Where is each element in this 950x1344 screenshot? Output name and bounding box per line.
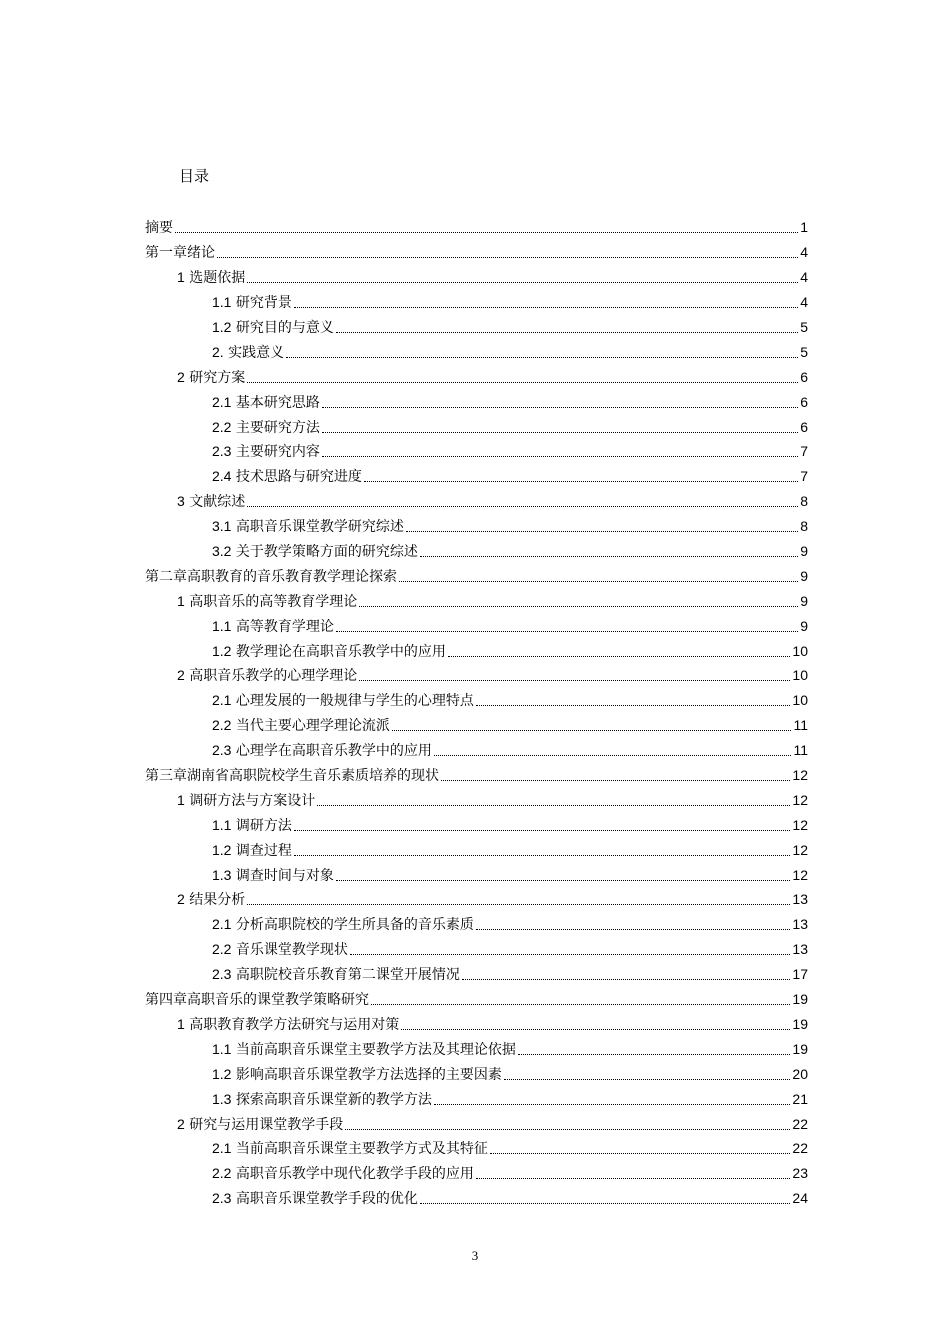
- toc-entry-label: [212, 1163, 474, 1183]
- toc-entry-text: 调研方法: [235, 817, 292, 834]
- toc-entry-page: 5: [800, 343, 808, 360]
- dot-leader: [322, 406, 798, 408]
- toc-entry-label: [177, 790, 315, 810]
- toc-entry-page: 13: [792, 941, 808, 958]
- toc-entry-number: 1.1: [212, 816, 232, 833]
- toc-entry-label: [212, 840, 292, 860]
- toc-entry-page: 11: [793, 742, 808, 759]
- toc-entry-text: 分析高职院校的学生所具备的音乐素质: [235, 917, 474, 934]
- toc-entry-number: 2.2: [212, 717, 232, 734]
- dot-leader: [401, 1028, 790, 1030]
- toc-entry-label: [212, 417, 320, 437]
- dot-leader: [286, 356, 798, 358]
- toc-entry-page: 9: [800, 543, 808, 560]
- toc-entry-text: 高职音乐教学的心理学理论: [189, 668, 358, 685]
- toc-entry-label: [212, 1039, 516, 1059]
- toc-entry-page: 5: [800, 319, 808, 335]
- toc-entry-label: [212, 541, 418, 561]
- toc-entry[interactable]: [145, 1061, 808, 1086]
- toc-entry[interactable]: [145, 987, 808, 1012]
- dot-leader: [247, 381, 798, 383]
- toc-entry-text: 基本研究思路: [235, 394, 320, 411]
- toc-entry-page: 21: [792, 1090, 808, 1107]
- toc-entry[interactable]: [145, 539, 808, 564]
- toc-entry-page: 12: [792, 791, 808, 808]
- dot-leader: [317, 804, 790, 806]
- toc-entry[interactable]: [145, 713, 808, 738]
- dot-leader: [434, 754, 792, 756]
- toc-entry[interactable]: [145, 489, 808, 514]
- toc-entry-text: 心理学在高职音乐教学中的应用: [235, 743, 432, 760]
- toc-entry-label: [212, 616, 334, 636]
- toc-entry-number: 1.1: [212, 1040, 232, 1057]
- toc-entry-label: [145, 217, 173, 237]
- toc-entry-label: [177, 367, 245, 387]
- dot-leader: [476, 1177, 791, 1179]
- dot-leader: [350, 953, 791, 955]
- toc-entry[interactable]: [145, 588, 808, 613]
- toc-entry[interactable]: [145, 290, 808, 315]
- toc-entry-label: [145, 765, 439, 785]
- toc-entry-page: 20: [792, 1065, 808, 1082]
- toc-entry-label: [212, 914, 474, 934]
- table-of-contents: [145, 215, 808, 1211]
- toc-entry-label: [212, 740, 432, 760]
- dot-leader: [490, 1152, 791, 1154]
- toc-entry-text: 探索高职音乐课堂新的教学方法: [235, 1091, 432, 1108]
- toc-entry-number: 2.2: [212, 941, 232, 958]
- toc-entry[interactable]: [145, 240, 808, 265]
- toc-entry-number: 2.1: [212, 1140, 232, 1157]
- toc-entry-number: 1.2: [212, 319, 232, 335]
- dot-leader: [345, 1128, 790, 1130]
- toc-entry-number: 1: [177, 1015, 185, 1032]
- toc-entry-label: [177, 591, 357, 611]
- toc-entry-page: 10: [792, 692, 808, 709]
- toc-entry[interactable]: [145, 1036, 808, 1061]
- toc-entry-text: 当代主要心理学理论流派: [235, 718, 390, 735]
- dot-leader: [476, 928, 791, 930]
- toc-entry-number: 2.1: [212, 393, 232, 410]
- toc-entry[interactable]: [145, 763, 808, 788]
- toc-entry-number: 1.2: [212, 642, 232, 659]
- dot-leader: [294, 829, 791, 831]
- toc-entry-page: 1: [800, 219, 808, 236]
- toc-entry-text: 实践意义: [228, 344, 285, 361]
- toc-entry-page: 7: [800, 468, 808, 485]
- toc-entry-number: 1: [177, 791, 185, 808]
- dot-leader: [476, 704, 791, 706]
- toc-entry-text: 调研方法与方案设计: [189, 792, 316, 809]
- toc-entry-number: 1.2: [212, 841, 232, 858]
- toc-entry-text: 影响高职音乐课堂教学方法选择的主要因素: [235, 1066, 502, 1083]
- dot-leader: [462, 978, 791, 980]
- toc-entry-page: 10: [792, 642, 808, 659]
- dot-leader: [441, 779, 790, 781]
- toc-entry-label: [145, 989, 369, 1009]
- toc-entry-page: 9: [800, 567, 808, 584]
- toc-entry-number: 3: [177, 493, 185, 510]
- toc-entry[interactable]: [145, 1161, 808, 1186]
- toc-entry[interactable]: [145, 1111, 808, 1136]
- toc-entry-page: 22: [792, 1140, 808, 1157]
- toc-entry-label: [177, 267, 245, 287]
- toc-entry-label: [212, 939, 348, 959]
- toc-entry-text: 研究与运用课堂教学手段: [189, 1116, 344, 1133]
- toc-entry-text: 文献综述: [189, 494, 246, 511]
- toc-entry-label: [177, 491, 245, 511]
- toc-entry[interactable]: [145, 912, 808, 937]
- toc-entry-text: 音乐课堂教学现状: [235, 942, 348, 959]
- dot-leader: [322, 431, 798, 433]
- toc-entry-text: 高等教育学理论: [235, 618, 334, 635]
- toc-entry-number: 3.1: [212, 518, 232, 535]
- toc-entry-text: 第四章高职音乐的课堂教学策略研究: [145, 992, 369, 1009]
- toc-entry-label: [212, 441, 320, 461]
- toc-entry-text: 技术思路与研究进度: [235, 469, 362, 486]
- toc-entry-text: 研究背景: [235, 295, 292, 312]
- toc-entry-text: 选题依据: [189, 270, 246, 287]
- toc-entry-number: 2.1: [212, 692, 232, 709]
- toc-entry-text: 调查时间与对象: [235, 867, 334, 884]
- toc-entry[interactable]: [145, 1086, 808, 1111]
- toc-entry-page: 9: [800, 617, 808, 634]
- dot-leader: [359, 605, 798, 607]
- dot-leader: [364, 480, 798, 482]
- toc-entry-label: [177, 665, 357, 685]
- toc-entry-text: 关于教学策略方面的研究综述: [235, 544, 418, 561]
- toc-entry-label: [212, 690, 474, 710]
- toc-entry-label: [145, 242, 215, 262]
- toc-entry[interactable]: [145, 638, 808, 663]
- toc-entry-label: [212, 466, 362, 486]
- toc-entry-number: 2.2: [212, 418, 232, 435]
- toc-entry-number: 2: [177, 368, 185, 385]
- dot-leader: [371, 1003, 790, 1005]
- toc-entry-number: 3.2: [212, 543, 232, 560]
- dot-leader: [336, 331, 798, 333]
- toc-title: 目录: [179, 167, 210, 185]
- toc-entry[interactable]: [145, 563, 808, 588]
- toc-entry-label: [212, 1089, 432, 1109]
- toc-entry-number: 1.1: [212, 294, 232, 311]
- toc-entry-page: 24: [792, 1190, 808, 1207]
- toc-entry-text: 当前高职音乐课堂主要教学方法及其理论依据: [235, 1041, 516, 1058]
- toc-entry-text: 高职音乐课堂教学手段的优化: [235, 1191, 418, 1208]
- toc-entry-label: [212, 1064, 502, 1084]
- toc-entry-page: 13: [792, 916, 808, 933]
- dot-leader: [217, 256, 798, 258]
- toc-entry-label: [212, 964, 460, 984]
- toc-entry[interactable]: [145, 688, 808, 713]
- dot-leader: [294, 306, 798, 308]
- toc-entry-number: 1.1: [212, 617, 232, 634]
- toc-entry-label: [177, 1114, 343, 1134]
- toc-entry-label: [212, 317, 334, 337]
- toc-entry-number: 2: [177, 891, 185, 908]
- dot-leader: [247, 281, 798, 283]
- toc-entry[interactable]: [145, 464, 808, 489]
- dot-leader: [359, 679, 790, 681]
- dot-leader: [504, 1078, 791, 1080]
- toc-entry-text: 高职音乐课堂教学研究综述: [235, 519, 404, 536]
- toc-entry-number: 2.2: [212, 1165, 232, 1182]
- dot-leader: [420, 555, 798, 557]
- toc-entry-page: 6: [800, 393, 808, 410]
- toc-entry-number: 2.3: [212, 966, 232, 983]
- toc-entry-text: 当前高职音乐课堂主要教学方式及其特征: [235, 1141, 488, 1158]
- toc-entry-page: 19: [792, 1040, 808, 1057]
- toc-entry-label: [212, 516, 404, 536]
- toc-entry-number: 1.3: [212, 1090, 232, 1107]
- toc-entry[interactable]: [145, 439, 808, 464]
- toc-entry-label: [212, 1138, 488, 1158]
- toc-entry[interactable]: [145, 663, 808, 688]
- toc-entry-number: 2.4: [212, 468, 232, 485]
- toc-entry[interactable]: [145, 265, 808, 290]
- toc-entry-text: 第三章湖南省高职院校学生音乐素质培养的现状: [145, 768, 439, 785]
- dot-leader: [336, 630, 798, 632]
- dot-leader: [336, 879, 791, 881]
- dot-leader: [175, 231, 798, 233]
- toc-entry-label: [212, 865, 334, 885]
- toc-entry[interactable]: [145, 364, 808, 389]
- toc-entry-page: 6: [800, 418, 808, 435]
- toc-entry-number: 1.3: [212, 866, 232, 883]
- toc-entry-number: 2: [177, 1115, 185, 1132]
- toc-entry-page: 22: [792, 1115, 808, 1132]
- toc-entry-number: 2.3: [212, 1190, 232, 1207]
- toc-entry-number: 2.3: [212, 443, 232, 460]
- toc-entry[interactable]: [145, 862, 808, 887]
- toc-entry-page: 4: [800, 294, 808, 311]
- toc-entry-label: [177, 1014, 399, 1034]
- toc-entry-text: 教学理论在高职音乐教学中的应用: [235, 643, 446, 660]
- toc-entry-text: 高职音乐教学中现代化教学手段的应用: [235, 1166, 474, 1183]
- toc-entry[interactable]: [145, 315, 808, 340]
- dot-leader: [420, 1202, 791, 1204]
- toc-entry-text: 调查过程: [235, 842, 292, 859]
- toc-entry-page: 12: [792, 816, 808, 833]
- toc-entry[interactable]: [145, 887, 808, 912]
- toc-entry-number: 1: [177, 592, 185, 609]
- toc-entry-label: [212, 292, 292, 312]
- dot-leader: [322, 455, 798, 457]
- toc-entry-number: 1: [177, 269, 185, 286]
- toc-entry[interactable]: [145, 1136, 808, 1161]
- toc-entry-text: 高职院校音乐教育第二课堂开展情况: [235, 967, 460, 984]
- toc-entry[interactable]: [145, 414, 808, 439]
- toc-entry-page: 9: [800, 592, 808, 609]
- toc-entry-text: 心理发展的一般规律与学生的心理特点: [235, 693, 474, 710]
- toc-entry[interactable]: [145, 837, 808, 862]
- toc-entry-text: 研究方案: [189, 369, 246, 386]
- toc-entry-label: [212, 1188, 418, 1208]
- toc-entry-text: 第二章高职教育的音乐教育教学理论探索: [145, 568, 397, 585]
- toc-entry[interactable]: [145, 339, 808, 364]
- toc-entry-label: [212, 715, 390, 735]
- toc-entry-page: 19: [792, 1015, 808, 1032]
- toc-entry-page: 4: [800, 269, 808, 286]
- dot-leader: [434, 1103, 791, 1105]
- toc-entry-page: 17: [792, 966, 808, 983]
- toc-entry[interactable]: [145, 1186, 808, 1211]
- dot-leader: [399, 580, 798, 582]
- toc-entry-text: 第一章绪论: [145, 245, 215, 262]
- toc-entry-page: 12: [792, 841, 808, 858]
- toc-entry-number: 2.3: [212, 742, 232, 759]
- toc-entry-label: [145, 566, 397, 586]
- toc-entry-page: 4: [800, 244, 808, 261]
- toc-entry-label: [212, 641, 446, 661]
- toc-entry[interactable]: [145, 812, 808, 837]
- toc-entry[interactable]: [145, 962, 808, 987]
- dot-leader: [294, 854, 791, 856]
- toc-entry-page: 12: [792, 866, 808, 883]
- toc-entry-page: 19: [792, 991, 808, 1008]
- toc-entry[interactable]: [145, 738, 808, 763]
- dot-leader: [392, 729, 792, 731]
- toc-entry-page: 10: [792, 667, 808, 684]
- dot-leader: [518, 1053, 791, 1055]
- dot-leader: [247, 505, 798, 507]
- toc-entry-page: 8: [800, 518, 808, 535]
- toc-entry-label: [212, 392, 320, 412]
- toc-entry-number: 2.1: [212, 916, 232, 933]
- toc-entry-label: [212, 815, 292, 835]
- toc-entry-page: 12: [792, 767, 808, 784]
- toc-entry-label: [177, 889, 245, 909]
- toc-entry-label: [212, 342, 284, 362]
- toc-entry-text: 摘要: [145, 220, 173, 237]
- page-number: 3: [471, 1248, 479, 1263]
- toc-entry-number: 2.: [212, 343, 224, 360]
- toc-entry-number: 1.2: [212, 1065, 232, 1082]
- toc-entry-page: 8: [800, 493, 808, 510]
- toc-entry-text: 高职教育教学方法研究与运用对策: [189, 1016, 400, 1033]
- toc-entry-page: 13: [792, 891, 808, 908]
- toc-entry-text: 研究目的与意义: [235, 320, 334, 336]
- toc-entry-page: 11: [793, 717, 808, 734]
- toc-entry-text: 主要研究方法: [235, 419, 320, 436]
- toc-entry[interactable]: [145, 787, 808, 812]
- toc-entry-text: 主要研究内容: [235, 444, 320, 461]
- toc-entry-text: 高职音乐的高等教育学理论: [189, 593, 358, 610]
- toc-entry[interactable]: [145, 613, 808, 638]
- toc-entry-page: 23: [792, 1165, 808, 1182]
- toc-entry-text: 结果分析: [189, 892, 246, 909]
- dot-leader: [448, 655, 791, 657]
- toc-entry-page: 6: [800, 368, 808, 385]
- dot-leader: [406, 530, 798, 532]
- toc-entry[interactable]: [145, 389, 808, 414]
- dot-leader: [247, 903, 790, 905]
- toc-entry[interactable]: [145, 514, 808, 539]
- toc-entry[interactable]: [145, 937, 808, 962]
- toc-entry[interactable]: [145, 1012, 808, 1037]
- toc-entry[interactable]: [145, 215, 808, 240]
- toc-entry-number: 2: [177, 667, 185, 684]
- toc-entry-page: 7: [800, 443, 808, 460]
